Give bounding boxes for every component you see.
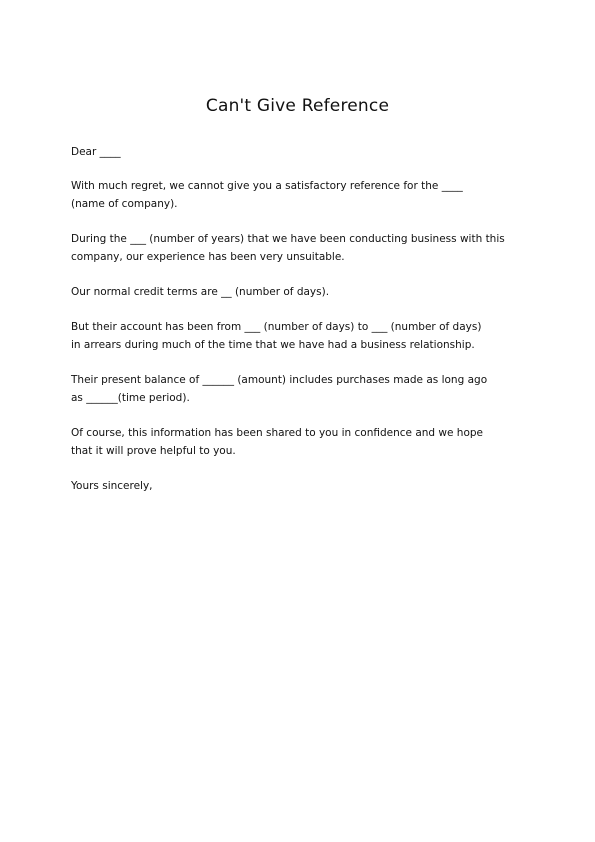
paragraph-4	[71, 319, 531, 354]
paragraph-4-line-2: in arrears during much of the time that we have had a business relationship.	[71, 338, 475, 351]
paragraph-2	[71, 231, 531, 266]
paragraph-2-line-2: company, our experience has been very unsuitable.	[71, 250, 345, 263]
closing: Yours sincerely,	[71, 480, 153, 492]
paragraph-1	[71, 178, 531, 213]
paragraph-5-line-1: Their present balance of ______ (amount) includes purchases made as long ago	[71, 374, 488, 386]
paragraph-2-line-1: During the ___ (number of years) that we have been conducting business with this	[71, 233, 505, 245]
paragraph-6-line-2: that it will prove helpful to you.	[71, 444, 236, 457]
salutation: Dear ____	[71, 146, 121, 158]
paragraph-6	[71, 425, 531, 460]
paragraph-1-line-1: With much regret, we cannot give you a satisfactory reference for the ____	[71, 180, 463, 192]
paragraph-3-line-1: Our normal credit terms are __ (number of days).	[71, 286, 330, 298]
paragraph-5	[71, 372, 531, 407]
paragraph-5-line-2: as ______(time period).	[71, 391, 190, 404]
paragraph-1-line-2: (name of company).	[71, 197, 178, 210]
document-title: Can't Give Reference	[205, 96, 390, 116]
paragraph-3	[71, 284, 531, 302]
paragraph-6-line-1: Of course, this information has been shared to you in confidence and we hope	[71, 427, 484, 439]
paragraph-4-line-1: But their account has been from ___ (number of days) to ___ (number of days)	[71, 321, 482, 333]
